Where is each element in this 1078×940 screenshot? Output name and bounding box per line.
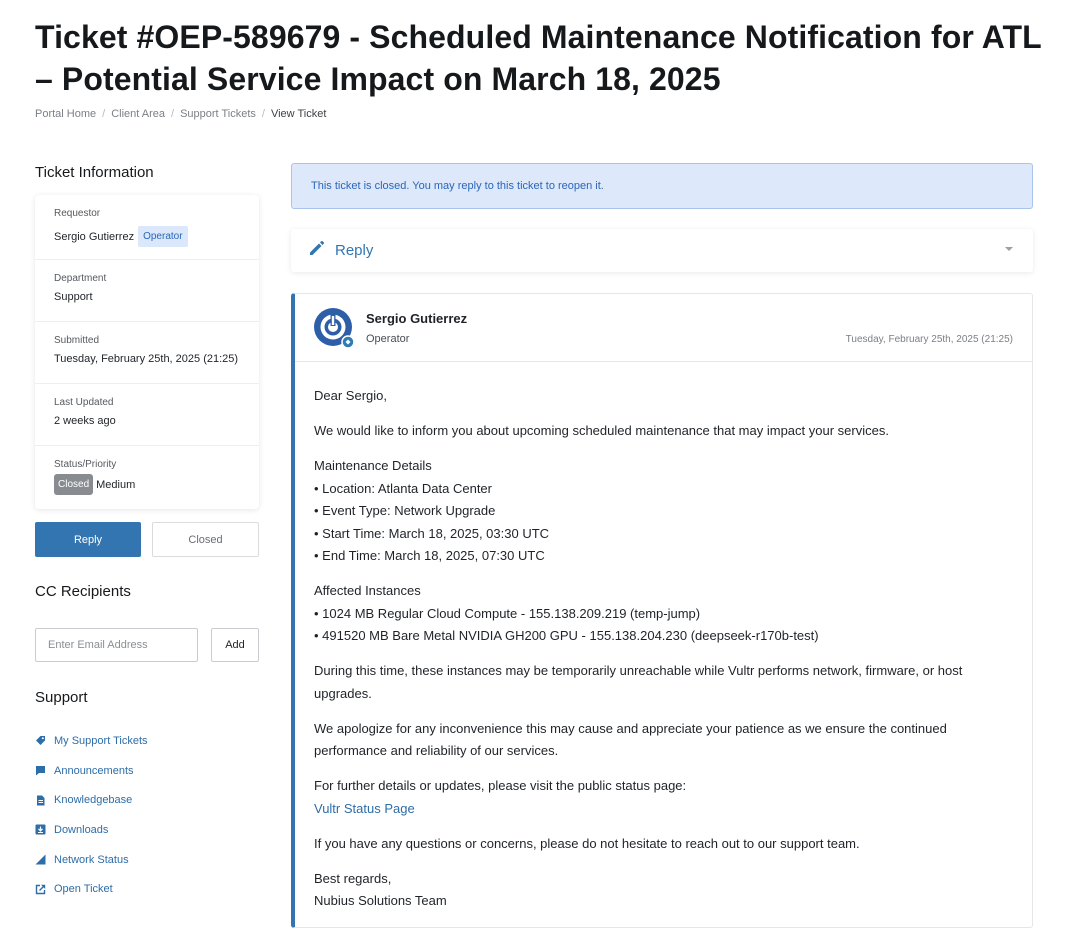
page-title: Ticket #OEP-589679 - Scheduled Maintenance Notification for ATL – Potential Service Impact on March 18, 2025: [35, 19, 1042, 97]
breadcrumb: [35, 108, 326, 120]
add-cc-button[interactable]: Add: [211, 628, 259, 662]
detail-event-type: • Event Type: Network Upgrade: [314, 503, 496, 518]
support-link-label: Knowledgebase: [54, 794, 133, 807]
maintenance-details: [314, 455, 1012, 568]
requestor-name: Sergio Gutierrez: [54, 230, 135, 243]
affected-instance: • 1024 MB Regular Cloud Compute - 155.138.209.219 (temp-jump): [314, 605, 701, 621]
breadcrumb-client-area[interactable]: Client Area: [111, 108, 166, 120]
support-link-label: My Support Tickets: [54, 734, 148, 747]
message-further: For further details or updates, please visit the public status page:: [314, 778, 687, 793]
breadcrumb-support-tickets[interactable]: Support Tickets: [180, 108, 256, 120]
ticket-closed-alert: This ticket is closed. You may reply to this ticket to reopen it.: [291, 163, 1033, 209]
breadcrumb-separator: /: [171, 108, 175, 120]
download-icon: [35, 824, 46, 835]
affected-heading: Affected Instances: [314, 583, 421, 598]
message-questions: If you have any questions or concerns, please do not hesitate to reach out to our support team.: [314, 835, 860, 851]
status-page-link[interactable]: Vultr Status Page: [314, 800, 415, 816]
support-links: [35, 726, 148, 904]
status-badge: Closed: [54, 474, 93, 495]
operator-badge: Operator: [138, 226, 187, 247]
last-updated-value: 2 weeks ago: [54, 415, 116, 427]
ticket-info-card: [35, 195, 259, 509]
message-signature: Nubius Solutions Team: [314, 893, 447, 908]
support-link-label: Open Ticket: [54, 883, 113, 896]
message-author: Sergio Gutierrez: [366, 311, 468, 326]
avatar: [314, 308, 354, 348]
comment-icon: [35, 765, 46, 776]
message-intro: We would like to inform you about upcoming scheduled maintenance that may impact your services.: [314, 423, 889, 438]
breadcrumb-separator: /: [102, 108, 106, 120]
ticket-message: [291, 293, 1033, 928]
cc-recipients-heading: CC Recipients: [35, 583, 131, 600]
submitted-label: Submitted: [54, 335, 100, 346]
support-link-network-status[interactable]: [35, 845, 148, 875]
breadcrumb-separator: /: [261, 108, 265, 120]
message-apology: We apologize for any inconvenience this may cause and appreciate your patience as we ensure the continued performance and reliability of our services.: [314, 720, 947, 758]
department-value: Support: [54, 291, 93, 303]
message-signoff: [314, 868, 1012, 913]
detail-location: • Location: Atlanta Data Center: [314, 480, 492, 496]
priority-value: Medium: [96, 478, 136, 491]
detail-start-time: • Start Time: March 18, 2025, 03:30 UTC: [314, 525, 550, 541]
message-status-page: [314, 775, 1012, 820]
message-during: During this time, these instances may be temporarily unreachable while Vultr performs network, firmware, or host upgrades.: [314, 663, 963, 701]
detail-end-time: • End Time: March 18, 2025, 07:30 UTC: [314, 548, 545, 563]
external-link-icon: [35, 884, 46, 895]
support-link-knowledgebase[interactable]: [35, 785, 148, 815]
support-link-downloads[interactable]: [35, 815, 148, 845]
pencil-icon: [308, 240, 325, 262]
breadcrumb-view-ticket: View Ticket: [270, 108, 327, 120]
caret-down-icon: [1005, 247, 1013, 251]
message-date: Tuesday, February 25th, 2025 (21:25): [845, 334, 1013, 345]
affected-instances: [314, 580, 1012, 648]
support-link-my-tickets[interactable]: [35, 726, 148, 756]
signal-icon: [35, 854, 46, 865]
document-icon: [35, 795, 46, 806]
reply-panel-toggle[interactable]: [291, 229, 1033, 272]
support-link-label: Announcements: [54, 764, 134, 777]
department-item: [35, 260, 259, 322]
details-heading: Maintenance Details: [314, 458, 432, 473]
requestor-label: Requestor: [54, 208, 101, 219]
last-updated-label: Last Updated: [54, 397, 114, 408]
requestor-value: [54, 226, 240, 247]
last-updated-item: [35, 384, 259, 446]
message-greeting: Dear Sergio,: [314, 388, 387, 403]
status-priority-value: [54, 474, 240, 495]
breadcrumb-portal-home[interactable]: Portal Home: [35, 108, 97, 120]
message-header: [295, 294, 1032, 362]
support-link-announcements[interactable]: [35, 756, 148, 786]
status-priority-label: Status/Priority: [54, 459, 117, 470]
requestor-item: [35, 195, 259, 260]
department-label: Department: [54, 273, 107, 284]
support-link-label: Network Status: [54, 853, 129, 866]
support-heading: Support: [35, 689, 88, 706]
message-body: [295, 362, 1032, 913]
message-regards: Best regards,: [314, 870, 392, 886]
support-link-open-ticket[interactable]: [35, 874, 148, 904]
cc-email-input[interactable]: [35, 628, 198, 662]
reply-button[interactable]: Reply: [35, 522, 141, 557]
support-link-label: Downloads: [54, 823, 109, 836]
submitted-value: Tuesday, February 25th, 2025 (21:25): [54, 353, 239, 365]
reply-panel-label: Reply: [335, 242, 374, 259]
closed-button[interactable]: Closed: [152, 522, 259, 557]
status-priority-item: [35, 446, 259, 508]
submitted-item: [35, 322, 259, 384]
ticket-information-heading: Ticket Information: [35, 164, 154, 181]
message-author-role: Operator: [366, 333, 410, 345]
ticket-icon: [35, 735, 46, 746]
affected-instance: • 491520 MB Bare Metal NVIDIA GH200 GPU - 155.138.204.230 (deepseek-r170b-test): [314, 628, 819, 643]
